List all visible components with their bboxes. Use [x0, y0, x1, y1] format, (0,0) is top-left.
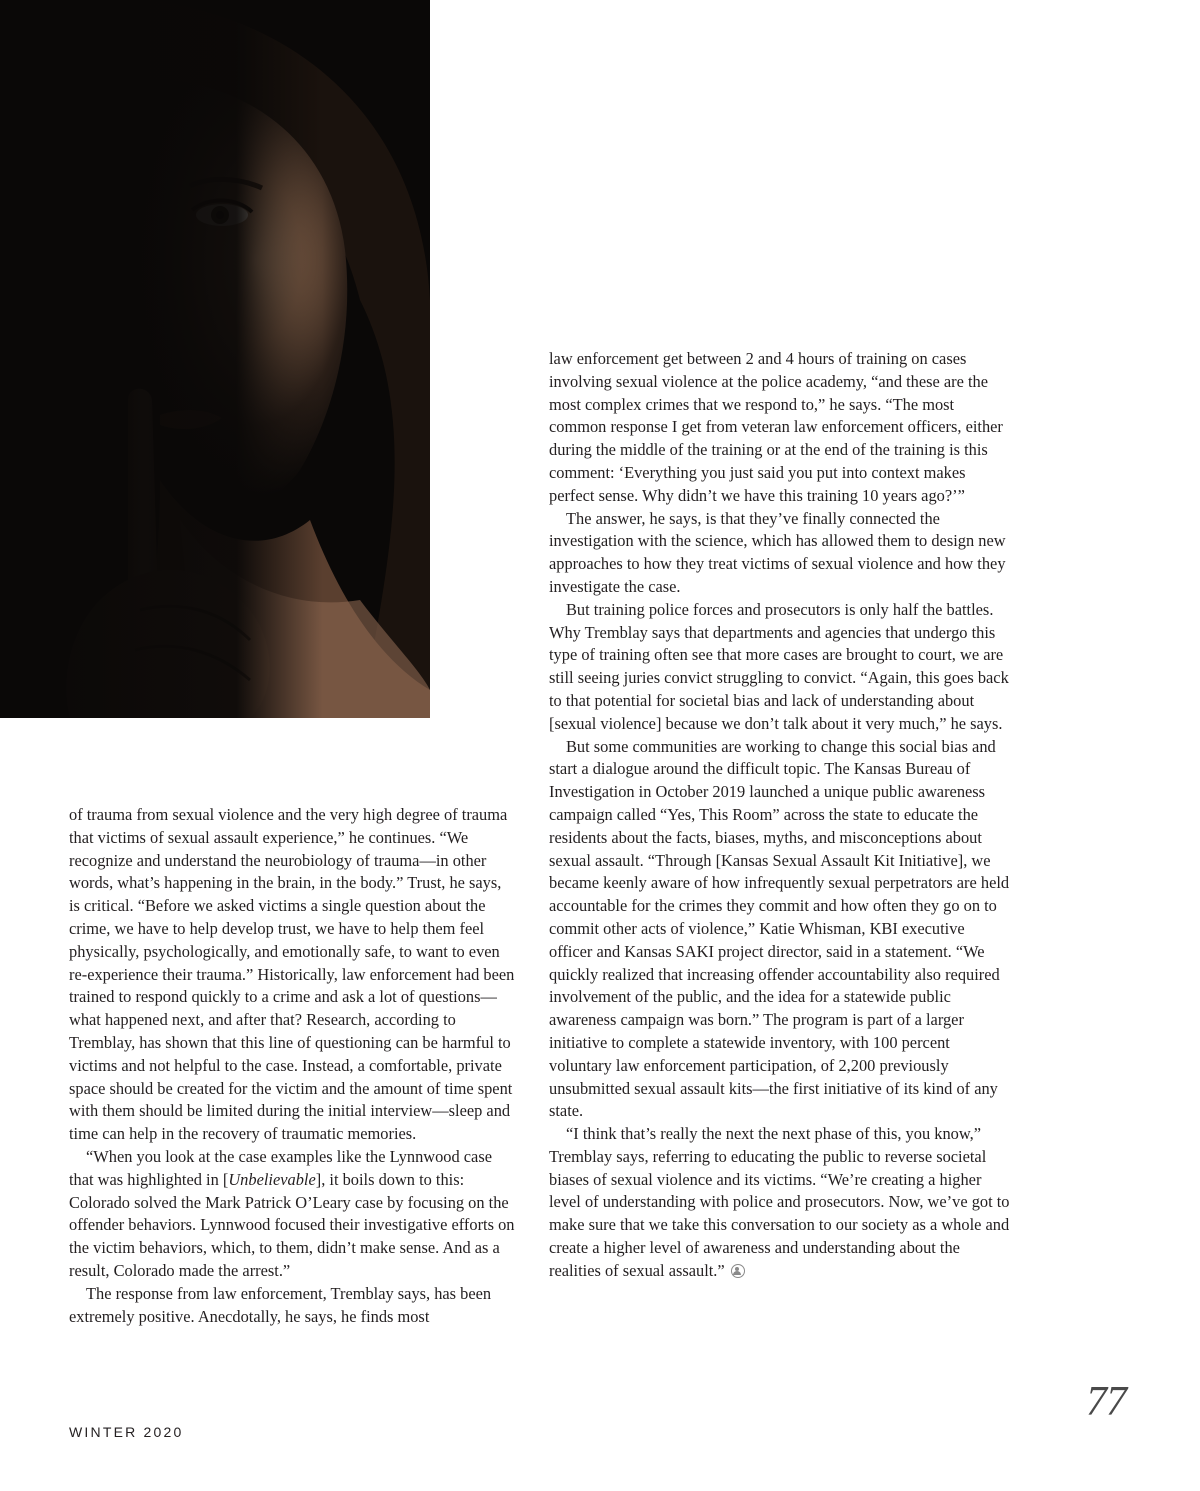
text-run: “I think that’s really the next the next phase of this, you know,” Tremblay says, referring to educating the public to reverse societal biases of sexual violence and its victims. “We’re creating a higher level of understanding with police and prosecutors. Now, we’ve got to make sure that we take this conversation to our society as a whole and create a higher level of awareness and understanding about the realities of sexual assault.” [549, 1124, 1010, 1280]
article-right-column [549, 348, 1011, 1283]
woman-shushing-image [0, 0, 430, 718]
article-paragraph: The response from law enforcement, Tremblay says, has been extremely positive. Anecdotally, he says, he finds most [69, 1283, 492, 1326]
person-circle-icon [731, 1264, 745, 1278]
article-left-column [69, 804, 515, 1328]
text-run: ], it boils down to this: Colorado solved the Mark Patrick O’Leary case by focusing on the offender behaviors. Lynnwood focused their investigative efforts on the victim behaviors, which, to them, didn’t make sense. And as a result, Colorado made the arrest.” [69, 1169, 515, 1280]
film-title: Unbelievable [228, 1169, 316, 1189]
text-run: “When you look at the case examples like the Lynnwood case that was highlighted in [ [69, 1146, 492, 1189]
page-number: 77 [1086, 1379, 1126, 1425]
issue-label: WINTER 2020 [69, 1424, 184, 1440]
article-paragraph: The answer, he says, is that they’ve finally connected the investigation with the science, which has allowed them to design new approaches to how they treat victims of sexual violence and how they investigate the case. [549, 508, 1006, 596]
article-paragraph: of trauma from sexual violence and the very high degree of trauma that victims of sexual assault experience,” he continues. “We recognize and understand the neurobiology of trauma—in other words, what’s happening in the brain, in the body.” Trust, he says, is critical. “Before we asked victims a single question about the crime, we have to help develop trust, we have to help them feel physically, psychologically, and emotionally safe, to want to even re-experience their trauma.” Historically, law enforcement had been trained to respond quickly to a crime and ask a lot of questions—what happened next, and after that? Research, according to Tremblay, has shown that this line of questioning can be harmful to victims and not helpful to the case. Instead, a comfortable, private space should be created for the victim and the amount of time spent with them should be limited during the initial interview—sleep and time can help in the recovery of traumatic memories. [69, 805, 515, 1144]
article-paragraph [549, 1123, 1011, 1283]
article-paragraph: But training police forces and prosecutors is only half the battles. Why Tremblay says that departments and agencies that undergo this type of training often see that more cases are brought to court, we are still seeing juries convict struggling to convict. “Again, this goes back to that potential for societal bias and lack of understanding about [sexual violence] because we don’t talk about it very much,” he says. [549, 599, 1009, 733]
hero-photo [0, 0, 430, 718]
article-paragraph [69, 1146, 515, 1283]
article-paragraph: But some communities are working to change this social bias and start a dialogue around the difficult topic. The Kansas Bureau of Investigation in October 2019 launched a unique public awareness campaign called “Yes, This Room” across the state to educate the residents about the facts, biases, myths, and misconceptions about sexual assault. “Through [Kansas Sexual Assault Kit Initiative], we became keenly aware of how infrequently sexual perpetrators are held accountable for the crimes they commit and how often they go on to commit other acts of violence,” Katie Whisman, KBI executive officer and Kansas SAKI project director, said in a statement. “We quickly realized that increasing offender accountability also required involvement of the public, and the idea for a statewide public awareness campaign was born.” The program is part of a larger initiative to complete a statewide inventory, with 100 percent voluntary law enforcement participation, of 2,200 previously unsubmitted sexual assault kits—the first initiative of its kind of any state. [549, 736, 1010, 1121]
article-paragraph: law enforcement get between 2 and 4 hours of training on cases involving sexual violence at the police academy, “and these are the most complex crimes that we respond to,” he says. “The most common response I get from veteran law enforcement officers, either during the middle of the training or at the end of the training is this comment: ‘Everything you just said you put into context makes perfect sense. Why didn’t we have this training 10 years ago?’” [549, 349, 1003, 505]
